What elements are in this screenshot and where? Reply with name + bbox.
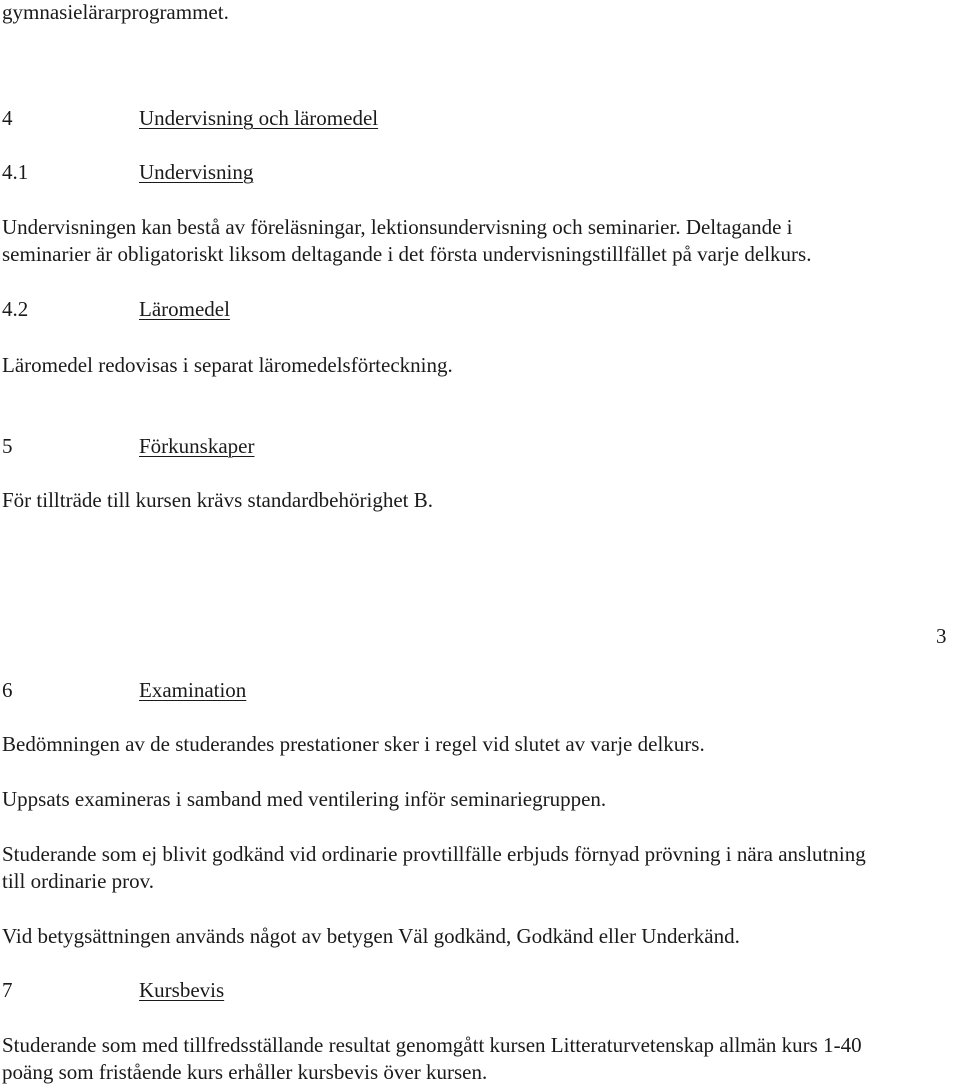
page-number: 3 (936, 624, 947, 648)
section-number: 4.1 (2, 160, 29, 184)
section-number: 4.2 (2, 297, 29, 321)
section-title: Undervisning (139, 160, 254, 184)
paragraph-line: seminarier är obligatoriskt liksom deltagande i det första undervisningstillfället på varje delkurs. (2, 242, 812, 266)
paragraph-line: Undervisningen kan bestå av föreläsningar, lektionsundervisning och seminarier. Deltagande i (2, 215, 793, 239)
section-heading-7 (2, 980, 602, 1002)
section-title: Undervisning och läromedel (139, 106, 379, 130)
paragraph-line: Vid betygsättningen används något av betygen Väl godkänd, Godkänd eller Underkänd. (2, 924, 740, 948)
paragraph-line: Studerande som ej blivit godkänd vid ordinarie provtillfälle erbjuds förnyad prövning i nära anslutning (2, 842, 866, 866)
paragraph-line: Bedömningen av de studerandes prestationer sker i regel vid slutet av varje delkurs. (2, 732, 705, 756)
paragraph-line: Uppsats examineras i samband med ventilering inför seminariegruppen. (2, 787, 607, 811)
section-number: 7 (2, 978, 13, 1002)
section-number: 6 (2, 678, 13, 702)
section-number: 5 (2, 434, 13, 458)
paragraph-line: till ordinarie prov. (2, 869, 155, 893)
section-title: Läromedel (139, 297, 230, 321)
continued-text-line: gymnasielärarprogrammet. (2, 0, 229, 24)
paragraph-line: poäng som fristående kurs erhåller kursbevis över kursen. (2, 1060, 488, 1084)
section-title: Examination (139, 678, 247, 702)
section-title: Kursbevis (139, 978, 225, 1002)
section-heading-4-1 (2, 162, 602, 184)
section-heading-5 (2, 436, 602, 458)
section-heading-4-2 (2, 299, 602, 321)
paragraph-line: Läromedel redovisas i separat läromedelsförteckning. (2, 353, 453, 377)
paragraph-line: Studerande som med tillfredsställande resultat genomgått kursen Litteraturvetenskap allmän kurs 1-40 (2, 1033, 862, 1057)
paragraph-line: För tillträde till kursen krävs standardbehörighet B. (2, 488, 433, 512)
section-number: 4 (2, 106, 13, 130)
section-heading-4 (2, 108, 602, 130)
section-title: Förkunskaper (139, 434, 255, 458)
section-heading-6 (2, 680, 602, 702)
